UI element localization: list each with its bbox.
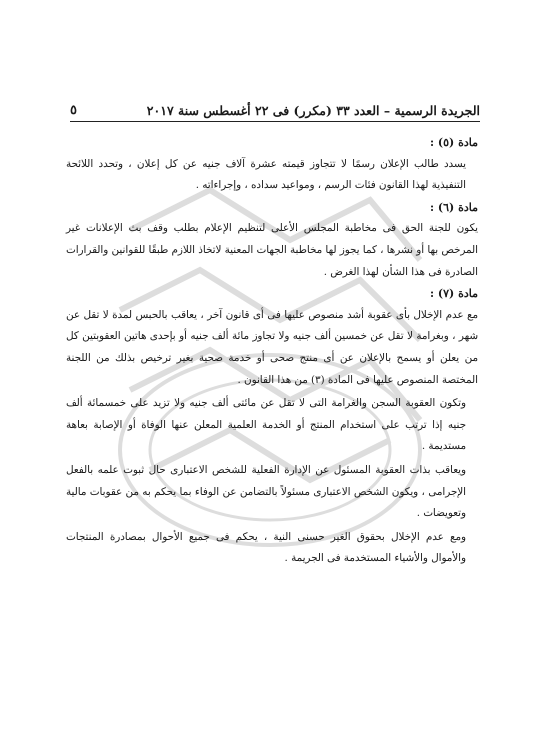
article-paragraph: ومع عدم الإخلال بحقوق الغير حسنى النية ، يحكم فى جميع الأحوال بمصادرة المنتجات والأموال والأشياء المستخدمة فى الجريمة . [66,530,466,565]
page-number: ٥ [70,103,77,118]
document-body [66,132,478,570]
article-paragraph: مع عدم الإخلال بأى عقوبة أشد منصوص عليها فى أى قانون آخر ، يعاقب بالحبس لمدة لا تقل عن شهر ، وبغرامة لا تقل عن خمسين ألف جنيه ولا تجاوز مائة ألف جنيه أو بإحدى هاتين العقوبتين كل من يعلن أو يسمح بالإعلان عن أى منتج صحى أو خدمة صحية بغير ترخيص بذلك من اللجنة المختصة المنصوص عليها فى المادة (٣) من هذا القانون . [66,308,478,386]
article-paragraph: وتكون العقوبة السجن والغرامة التى لا تقل عن مائتى ألف جنيه ولا تزيد على خمسمائة ألف جنيه إذا ترتب على استخدام المنتج أو الخدمة العلمية المعلن عنها الوفاة أو الإصابة بعاهة مستديمة . [66,397,466,453]
article-paragraph: ويعاقب بذات العقوبة المسئول عن الإدارة الفعلية للشخص الاعتبارى حال ثبوت علمه بالفعل الإجرامى ، ويكون الشخص الاعتبارى مسئولاً بالتضامن عن الوفاء بما يحكم به من عقوبات مالية وتعويضات . [66,463,466,520]
header-title: الجريدة الرسمية – العدد ٣٣ (مكرر) فى ٢٢ أغسطس سنة ٢٠١٧ [146,103,480,118]
page-header [70,96,480,122]
article-heading: مادة (٧) : [430,287,478,301]
article-heading: مادة (٦) : [430,200,478,214]
article-paragraph: يسدد طالب الإعلان رسمًا لا تتجاوز قيمته عشرة آلاف جنيه عن كل إعلان ، وتحدد اللائحة التنفيذية لهذا القانون فئات الرسم ، ومواعيد سداده ، وإجراءاته . [66,157,466,192]
article-heading: مادة (٥) : [430,136,478,149]
article-paragraph: يكون للجنة الحق فى مخاطبة المجلس الأعلى لتنظيم الإعلام بطلب وقف بث الإعلانات غير المرخص بها أو نشرها ، كما يجوز لها مخاطبة الجهات المعنية لاتخاذ اللازم طبقًا للقوانين والقرارات الصادرة فى هذا الشأن لهذا الغرض . [66,222,478,278]
